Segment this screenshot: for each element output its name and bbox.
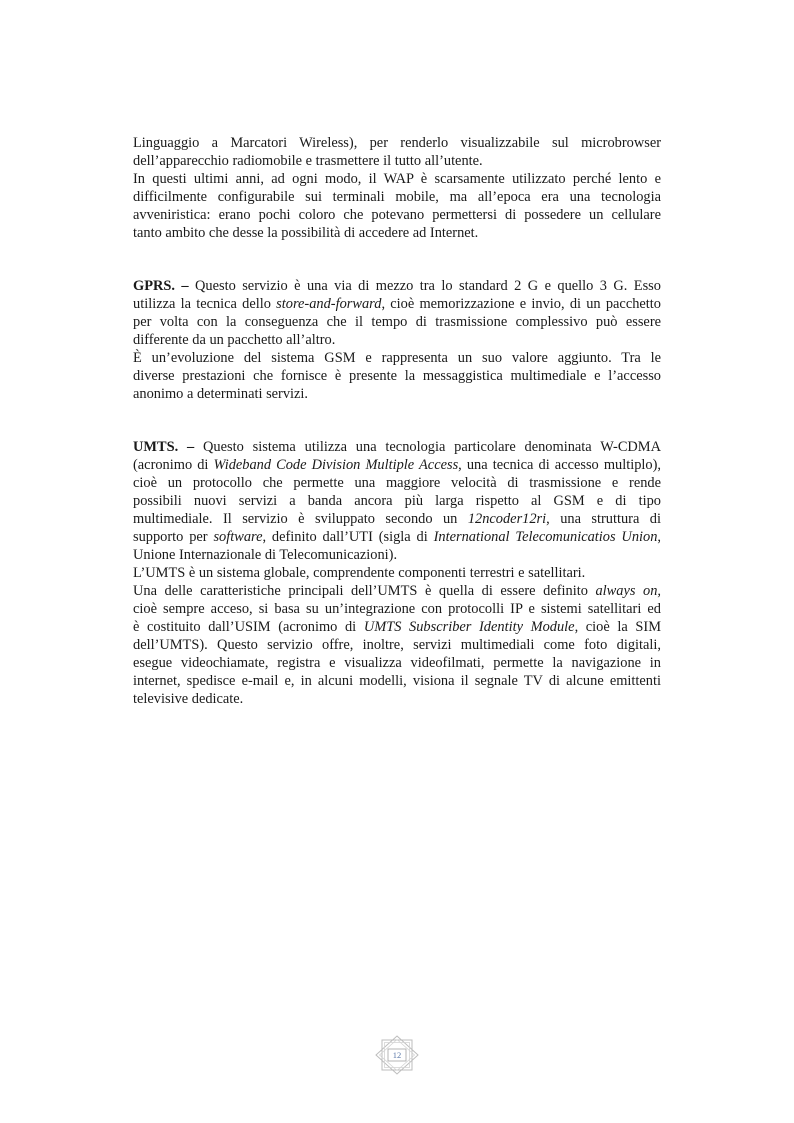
text-line (133, 690, 661, 708)
text-line (133, 438, 661, 456)
section-heading: GPRS. – (133, 278, 189, 294)
text-run: anonimo a determinati servizi. (133, 386, 309, 402)
text-run: , cioè la SIM (574, 619, 661, 635)
text-run: utilizza la tecnica dello (133, 296, 277, 312)
paragraph (133, 134, 661, 170)
text-line (133, 152, 661, 170)
text-run: tanto ambito che desse la possibilità di accedere ad Internet. (133, 225, 479, 241)
paragraph (133, 349, 661, 403)
italic-term: always on, (595, 583, 661, 599)
text-line (133, 654, 661, 672)
text-line (133, 636, 661, 654)
italic-term: UMTS Subscriber Identity Module (363, 619, 575, 635)
text-line (133, 224, 661, 242)
text-line (133, 564, 661, 582)
text-run: Una delle caratteristiche principali dell’UMTS è quella di essere definito (133, 583, 596, 599)
text-line (133, 367, 661, 385)
text-run: differente da un pacchetto all’altro. (133, 332, 336, 348)
text-run: In questi ultimi anni, ad ogni modo, il WAP è scarsamente utilizzato perché lento e (133, 171, 661, 187)
text-run: internet, spedisce e-mail e, in alcuni modelli, visiona il segnale TV di alcune emittenti (133, 673, 661, 689)
text-line (133, 456, 661, 474)
italic-term: software (213, 529, 263, 545)
page-number: 12 (392, 1050, 402, 1060)
italic-term: International Telecomunicatios Union (433, 529, 658, 545)
text-line (133, 277, 661, 295)
text-line (133, 331, 661, 349)
text-run: difficilmente configurabile sui terminali mobile, ma all’epoca era una tecnologia (133, 189, 661, 205)
text-section (133, 277, 661, 403)
text-run: dell’apparecchio radiomobile e trasmettere il tutto all’utente. (133, 153, 483, 169)
text-run: , definito dall’UTI (sigla di (262, 529, 434, 545)
text-run: Linguaggio a Marcatori Wireless), per renderlo visualizzabile sul microbrowser (133, 135, 661, 151)
text-line (133, 295, 661, 313)
page-body (133, 134, 661, 708)
text-line (133, 492, 661, 510)
text-line (133, 618, 661, 636)
text-line (133, 546, 661, 564)
text-run: , (657, 529, 661, 545)
text-line (133, 349, 661, 367)
text-run: è costituito dall’USIM (acronimo di (133, 619, 364, 635)
text-run: avveniristica: erano pochi coloro che potevano permettersi di possedere un cellulare (133, 207, 661, 223)
text-line (133, 600, 661, 618)
page-number-ornament (375, 1035, 419, 1075)
italic-term: store-and-forward (276, 296, 382, 312)
text-run: esegue videochiamate, registra e visualizza videofilmati, permette la navigazione in (133, 655, 661, 671)
text-line (133, 313, 661, 331)
text-run: possibili nuovi servizi a banda ancora più larga rispetto al GSM e di tipo (133, 493, 661, 509)
text-run: , una struttura di (546, 511, 661, 527)
paragraph (133, 438, 661, 564)
text-run: , cioè memorizzazione e invio, di un pacchetto (381, 296, 661, 312)
text-run: supporto per (133, 529, 214, 545)
italic-term: 12ncoder12ri (467, 511, 547, 527)
section-heading: UMTS. – (133, 439, 195, 455)
text-line (133, 188, 661, 206)
text-line (133, 170, 661, 188)
text-run: cioè sempre acceso, si basa su un’integrazione con protocolli IP e sistemi satellitari ed (133, 601, 661, 617)
text-line (133, 582, 661, 600)
text-line (133, 474, 661, 492)
text-run: multimediale. Il servizio è sviluppato secondo un (133, 511, 468, 527)
text-run: Questo servizio è una via di mezzo tra lo standard 2 G e quello 3 G. Esso (188, 278, 661, 294)
italic-term: Wideband Code Division Multiple Access (213, 457, 459, 473)
text-line (133, 134, 661, 152)
text-run: (acronimo di (133, 457, 214, 473)
text-section (133, 134, 661, 242)
text-line (133, 528, 661, 546)
text-run: per volta con la conseguenza che il tempo di trasmissione complessivo può essere (133, 314, 661, 330)
text-run: , una tecnica di accesso multiplo), (458, 457, 661, 473)
text-run: Questo sistema utilizza una tecnologia particolare denominata W-CDMA (194, 439, 661, 455)
text-run: L’UMTS è un sistema globale, comprendente componenti terrestri e satellitari. (133, 565, 586, 581)
text-line (133, 206, 661, 224)
text-run: È un’evoluzione del sistema GSM e rappresenta un suo valore aggiunto. Tra le (133, 350, 661, 366)
paragraph (133, 564, 661, 582)
text-run: diverse prestazioni che fornisce è presente la messaggistica multimediale e l’accesso (133, 368, 661, 384)
paragraph (133, 277, 661, 349)
text-line (133, 510, 661, 528)
paragraph (133, 170, 661, 242)
text-run: Unione Internazionale di Telecomunicazioni). (133, 547, 398, 563)
text-line (133, 672, 661, 690)
text-run: dell’UMTS). Questo servizio offre, inoltre, servizi multimediali come foto digitali, (133, 637, 661, 653)
paragraph (133, 582, 661, 708)
text-run: televisive dedicate. (133, 691, 244, 707)
text-line (133, 385, 661, 403)
text-run: cioè un protocollo che permette una maggiore velocità di trasmissione e rende (133, 475, 661, 491)
text-section (133, 438, 661, 708)
